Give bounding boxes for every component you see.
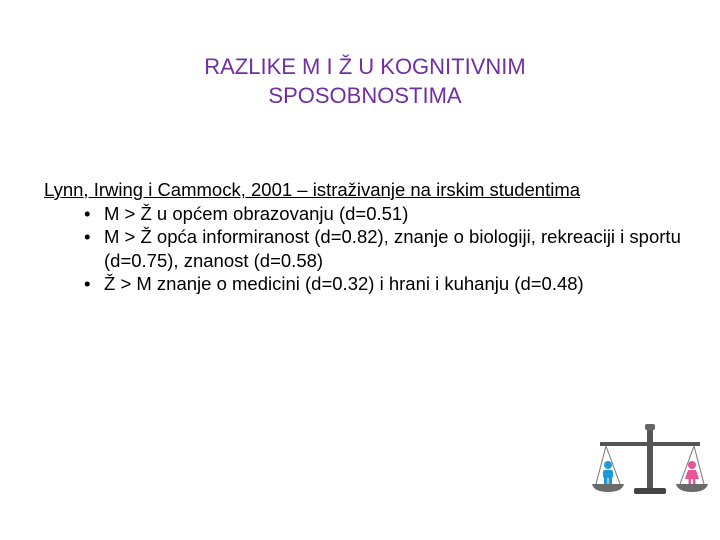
lead-text: Lynn, Irwing i Cammock, 2001 – istraživanje na irskim studentima bbox=[44, 179, 581, 200]
scale-base bbox=[634, 488, 666, 494]
bullet-symbol: • bbox=[84, 226, 91, 247]
bullet-text: M > Ž u općem obrazovanju (d=0.51) bbox=[104, 202, 409, 224]
scale-post bbox=[647, 428, 653, 490]
bullet-item bbox=[44, 225, 694, 272]
scale-beam bbox=[600, 442, 700, 446]
title-line-1: RAZLIKE M I Ž U KOGNITIVNIM bbox=[204, 54, 526, 79]
bullet-item bbox=[44, 272, 694, 296]
right-pan bbox=[676, 484, 708, 492]
slide-title bbox=[100, 52, 630, 110]
left-pan bbox=[592, 484, 624, 492]
bullet-text: Ž > M znanje o medicini (d=0.32) i hrani i kuhanju (d=0.48) bbox=[104, 273, 584, 294]
bullet-text: M > Ž opća informiranost (d=0.82), znanje o biologiji, rekreaciji i sportu (d=0.75), znanost (d=0.58) bbox=[104, 226, 681, 271]
title-line-2: SPOSOBNOSTIMA bbox=[268, 83, 462, 108]
male-figure-icon bbox=[603, 461, 613, 484]
bullet-item bbox=[44, 202, 694, 226]
slide-body bbox=[44, 178, 694, 296]
bullet-symbol: • bbox=[84, 273, 91, 294]
balance-scale-icon bbox=[590, 422, 710, 500]
bullet-list bbox=[44, 202, 694, 296]
scale-post-top bbox=[645, 424, 655, 430]
bullet-symbol: • bbox=[84, 202, 91, 224]
